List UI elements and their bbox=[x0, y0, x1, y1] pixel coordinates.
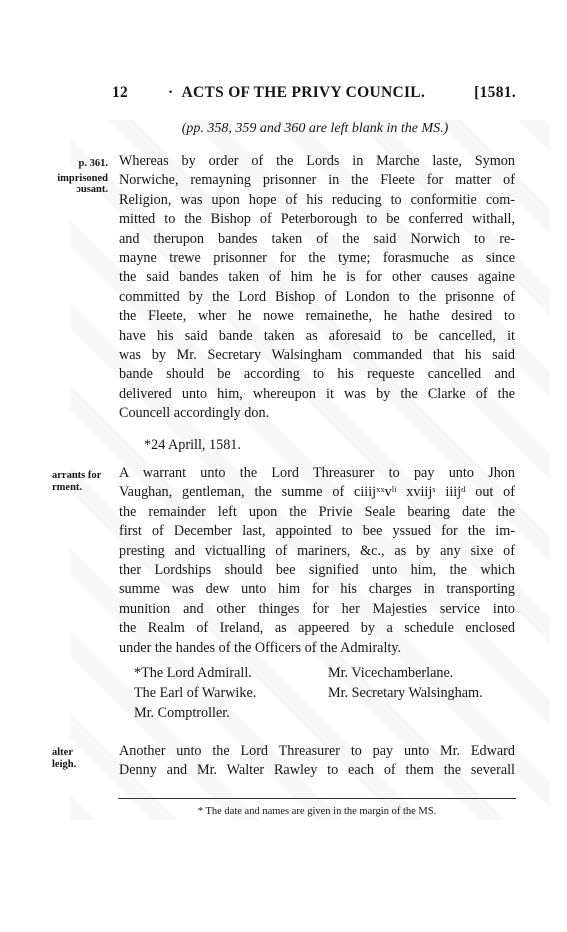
margin-note-line: rment. bbox=[52, 481, 83, 493]
margin-page-reference bbox=[40, 158, 108, 196]
text-line: have his said bande taken as aforesaid to be cancelled, it bbox=[119, 327, 515, 344]
text-fragment: Vaughan, gentleman, the summe of ciiij bbox=[119, 484, 377, 501]
signatories-row bbox=[134, 703, 534, 723]
text-line: bande should be according to his requeste cancelled and bbox=[119, 366, 515, 383]
footnote: * The date and names are given in the margin of the MS. bbox=[197, 806, 437, 817]
margin-note-line: alter bbox=[52, 747, 73, 758]
text-fragment: xviij bbox=[396, 484, 433, 501]
text-fragment: out of bbox=[465, 484, 515, 501]
signatory: Mr. Vicechamberlane. bbox=[328, 665, 454, 681]
margin-note-line: imprisoned bbox=[57, 172, 108, 184]
text-line: Another unto the Lord Threasurer to pay unto Mr. Edward bbox=[119, 743, 515, 759]
signatories-row bbox=[134, 683, 534, 703]
text-line: summe was dew unto him for his charges in transporting bbox=[119, 581, 515, 598]
running-header bbox=[112, 84, 516, 108]
text-line: munition and other thinges for her Majesties service into bbox=[119, 600, 515, 617]
paragraph-warrant-vaughan bbox=[119, 464, 515, 658]
footnote-divider bbox=[118, 798, 516, 799]
text-line: committed by the Lord Bishop of London to the prisonne of bbox=[119, 288, 515, 305]
header-year: [1581. bbox=[474, 84, 516, 101]
text-line: Denny and Mr. Walter Rawley to each of them the severall bbox=[119, 762, 515, 779]
text-fragment: iiij bbox=[435, 484, 462, 501]
text-line: Whereas by order of the Lords in Marche laste, Symon bbox=[119, 153, 515, 169]
margin-ref-text: p. 361. bbox=[78, 158, 108, 169]
signatories-list bbox=[134, 663, 534, 723]
header-title: ACTS OF THE PRIVY COUNCIL. bbox=[181, 84, 426, 101]
text-line: the remainder left upon the Privie Seale bearing date the bbox=[119, 503, 515, 520]
header-dot: · bbox=[168, 84, 174, 101]
margin-note-line: arrants for bbox=[52, 470, 102, 481]
signatory: The Earl of Warwike. bbox=[134, 685, 257, 701]
paragraph-norwiche bbox=[119, 152, 515, 424]
text-line: Norwiche, remayning prisonner in the Fleete for matter of bbox=[119, 172, 515, 189]
margin-note-walter bbox=[52, 747, 120, 770]
superscript: xx bbox=[376, 484, 385, 495]
text-line: under the handes of the Officers of the Admiralty. bbox=[119, 639, 402, 656]
text-line: was by Mr. Secretary Walsingham commanded that his said bbox=[119, 347, 515, 364]
text-line: mitted to the Bishop of Peterborough to be conferred withall, bbox=[119, 211, 515, 228]
page-number: 12 bbox=[112, 84, 129, 101]
signatories-row bbox=[134, 663, 534, 683]
text-line: first of December last, appointed to bee yssued for the im- bbox=[119, 523, 515, 540]
text-line: the Fleete, wher he nowe remainethe, he hathe desired to bbox=[119, 308, 515, 325]
text-line: Councell accordingly don. bbox=[119, 405, 270, 422]
blank-pages-note: (pp. 358, 359 and 360 are left blank in the MS.) bbox=[181, 121, 449, 136]
text-line: and therupon bandes taken of the said Norwich to re- bbox=[119, 230, 515, 247]
text-line: Religion, was upon hope of his reducing to conformitie com- bbox=[119, 191, 515, 208]
text-line: the Realm of Ireland, as appeered by a schedule enclosed bbox=[119, 620, 515, 637]
text-line-with-sum bbox=[119, 483, 515, 502]
text-line: mayne trewe prisonner for the tyme; forasmuche as since bbox=[119, 250, 515, 267]
margin-note-warrants bbox=[52, 470, 120, 493]
date-heading: *24 Aprill, 1581. bbox=[144, 437, 241, 453]
text-line: A warrant unto the Lord Threasurer to pay unto Jhon bbox=[119, 465, 515, 481]
margin-note-line: leigh. bbox=[52, 758, 77, 770]
superscript: li bbox=[391, 484, 397, 495]
text-fragment: v bbox=[384, 484, 392, 501]
paragraph-denny-rawley bbox=[119, 742, 515, 781]
superscript: d bbox=[461, 484, 466, 495]
signatory: Mr. Secretary Walsingham. bbox=[328, 685, 483, 701]
signatory: *The Lord Admirall. bbox=[134, 665, 252, 681]
margin-note-line: ɔusant. bbox=[76, 184, 108, 195]
signatory: Mr. Comptroller. bbox=[134, 705, 230, 721]
superscript: s bbox=[432, 484, 436, 495]
running-title bbox=[168, 84, 425, 102]
text-line: the said bandes taken of him he is for other causes againe bbox=[119, 269, 515, 286]
text-line: ther Lordships should bee signified unto him, the which bbox=[119, 562, 515, 579]
text-line: presting and victualling of mariners, &c., as by any sixe of bbox=[119, 542, 515, 559]
text-line: delivered unto him, whereupon it was by the Clarke of the bbox=[119, 385, 515, 402]
